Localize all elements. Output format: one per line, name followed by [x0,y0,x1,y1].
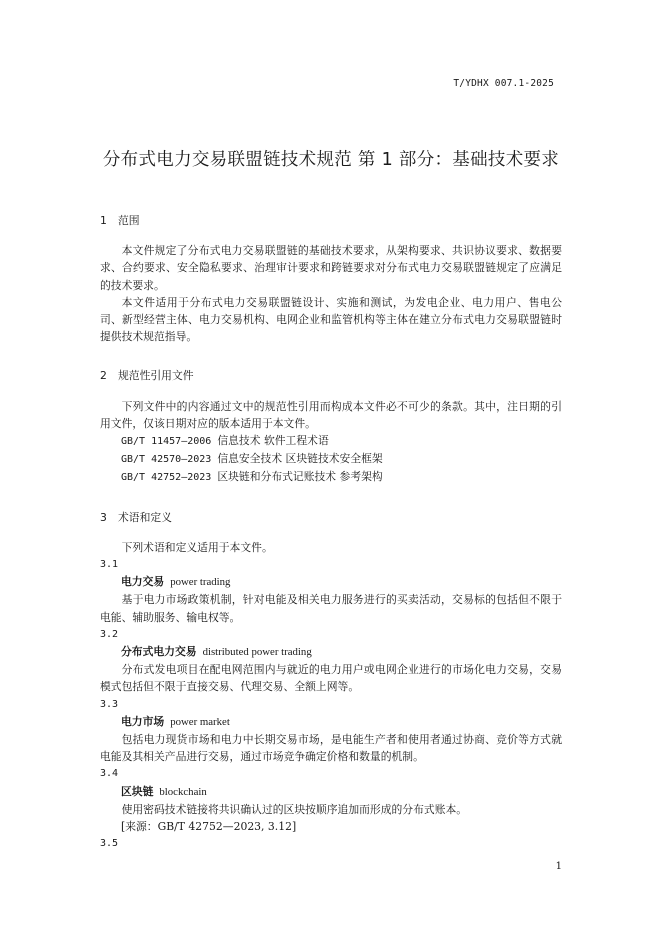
term-source: [来源：GB/T 42752—2023, 3.12] [121,820,297,834]
term-number: 3.1 [100,559,119,571]
scope-paragraph: 本文件规定了分布式电力交易联盟链的基础技术要求，从架构要求、共识协议要求、数据要求、合约要求、安全隐私要求、治理审计要求和跨链要求对分布式电力交易联盟链规定了应满足的技术要求。 [100,244,562,292]
page-number: 1 [555,861,562,872]
term-definition: 包括电力现货市场和电力中长期交易市场，是电能生产者和使用者通过协商、竞价等方式就电能及其相关产品进行交易，通过市场竞争确定价格和数量的机制。 [100,733,562,764]
term-en: blockchain [159,785,207,798]
section-heading-normative-references [100,367,562,384]
term-number: 3.4 [100,768,119,780]
term-en: distributed power trading [202,646,312,659]
term-heading [100,713,562,731]
reference-code: GB/T 11457—2006 [121,436,212,448]
term-zh: 电力交易 [121,575,165,589]
reference-title: 信息安全技术 区块链技术安全框架 [217,452,383,466]
section-title: 范围 [118,214,140,227]
section-heading-scope [100,212,562,229]
reference-code: GB/T 42570—2023 [121,454,212,466]
term-heading [100,573,562,591]
document-body [100,212,562,853]
term-zh: 分布式电力交易 [121,645,197,659]
term-number: 3.5 [100,838,119,850]
term-heading [100,643,562,661]
section-heading-terms [100,509,562,526]
reference-item [100,450,562,468]
term-en: power market [170,715,230,728]
section-title: 术语和定义 [118,510,172,524]
scope-paragraph: 本文件适用于分布式电力交易联盟链设计、实施和测试，为发电企业、电力用户、售电公司、新型经营主体、电力交易机构、电网企业和监管机构等主体在建立分布式电力交易联盟链时提供技术规范指导。 [100,295,562,344]
term-heading [100,783,562,801]
section-title: 规范性引用文件 [118,369,194,383]
term-en: power trading [170,576,231,589]
reference-item [100,468,562,486]
section-number: 3 [100,510,107,524]
reference-code: GB/T 42752—2023 [121,472,212,484]
term-zh: 区块链 [121,784,154,798]
term-number: 3.3 [100,698,119,710]
term-number: 3.2 [100,628,119,640]
standard-code: T/YDHX 007.1-2025 [453,78,554,89]
reference-title: 信息技术 软件工程术语 [217,434,329,448]
term-definition: 分布式发电项目在配电网范围内与就近的电力用户或电网企业进行的市场化电力交易，交易模式包括但不限于直接交易、代理交易、全额上网等。 [100,663,562,694]
term-definition: 使用密码技术链接将共识确认过的区块按顺序追加而形成的分布式账本。 [121,802,468,816]
section-number: 1 [100,214,107,227]
reference-title: 区块链和分布式记账技术 参考架构 [217,470,383,484]
normative-intro: 下列文件中的内容通过文中的规范性引用而构成本文件必不可少的条款。其中，注日期的引用文件，仅该日期对应的版本适用于本文件。 [100,399,562,430]
reference-item [100,432,562,450]
document-title: 分布式电力交易联盟链技术规范 第 1 部分：基础技术要求 [102,150,560,170]
term-zh: 电力市场 [121,714,165,728]
term-definition: 基于电力市场政策机制，针对电能及相关电力服务进行的买卖活动，交易标的包括但不限于电能、辅助服务、输电权等。 [100,593,562,624]
section-number: 2 [100,369,107,383]
terms-intro: 下列术语和定义适用于本文件。 [121,540,273,554]
